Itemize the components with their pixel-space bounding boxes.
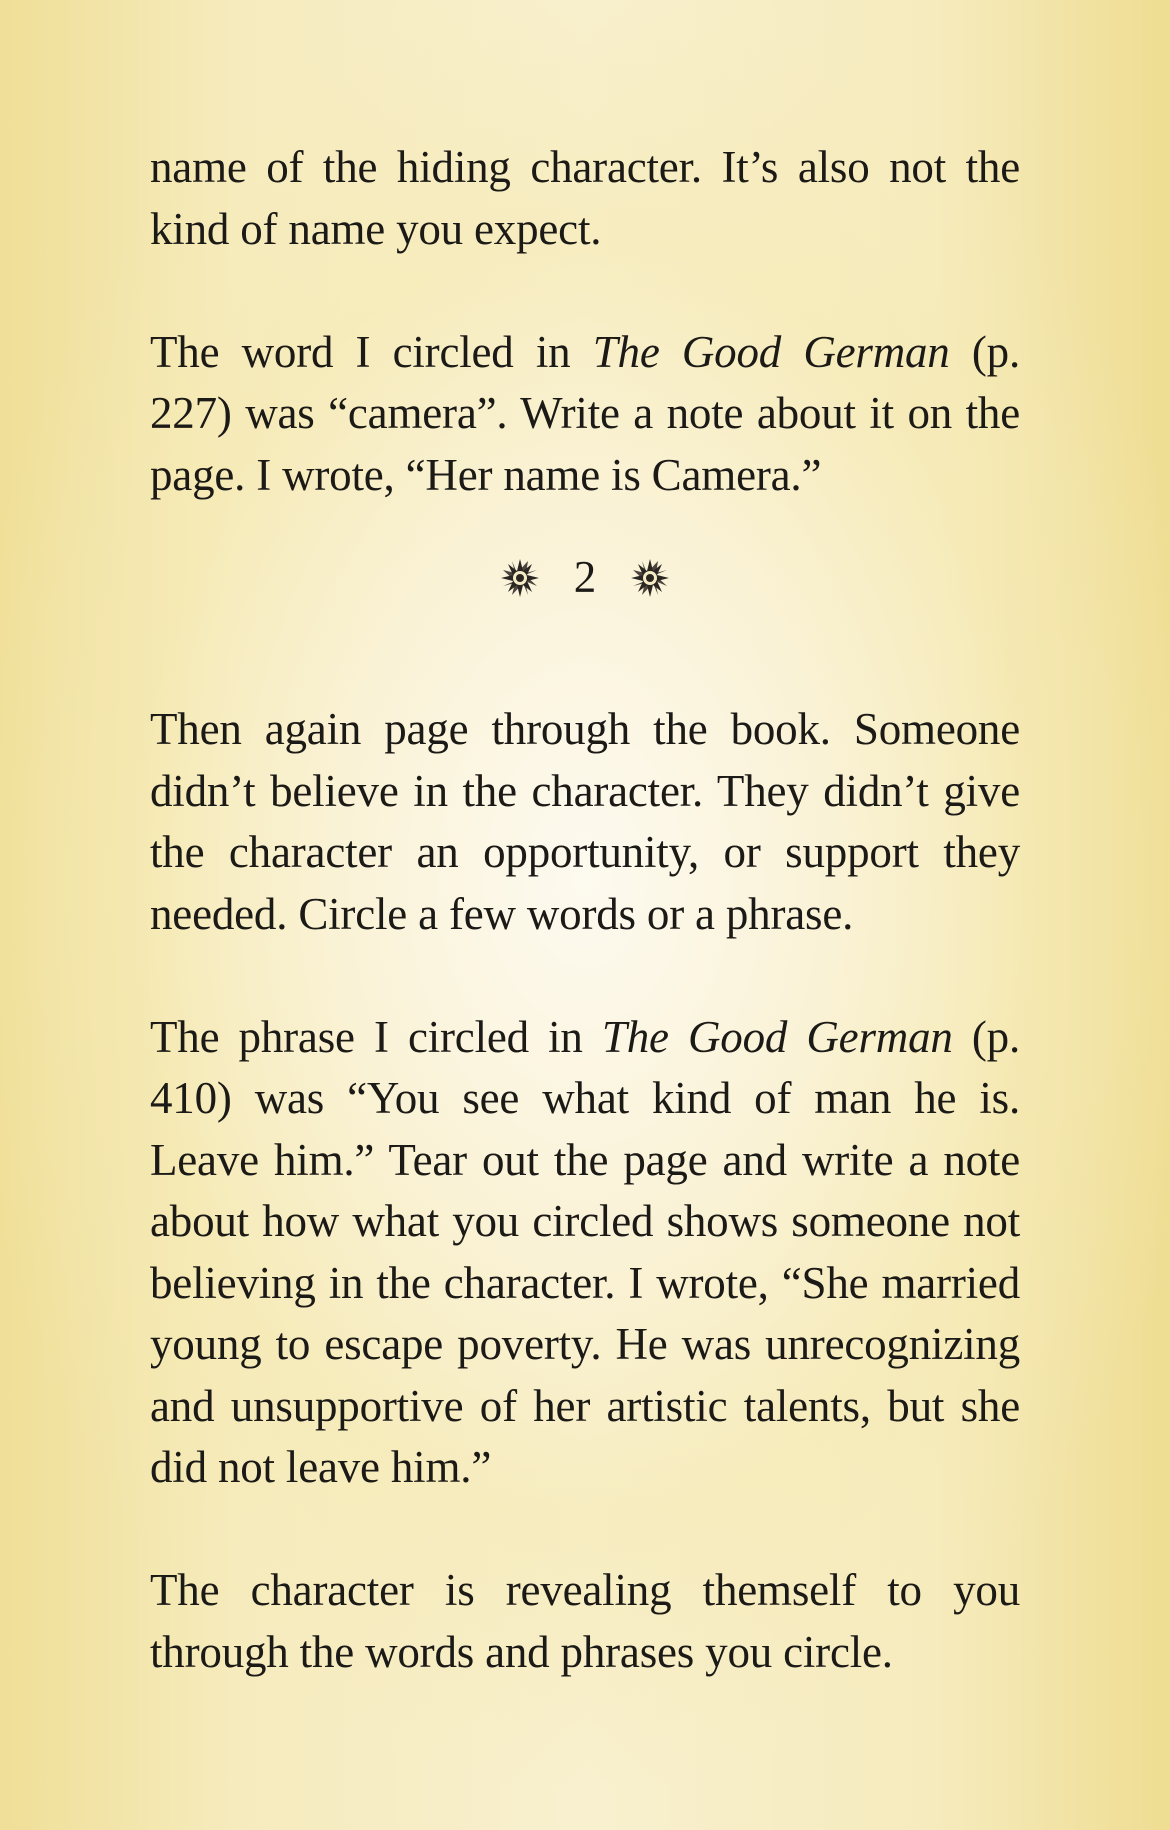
paragraph-text: name of the hiding character. It’s also not the kind of name you expect. [150,142,1020,254]
section-divider [150,516,1020,639]
page-body [150,137,1020,1683]
paragraph-phrase-circled [150,1007,1020,1499]
paragraph-text: Then again page through the book. Someone didn’t believe in the character. They didn’t give the character an opportunity, or support they needed. Circle a few words or a phrase. [150,704,1020,939]
paragraph-camera-word [150,322,1020,507]
paragraph-page-through-book [150,699,1020,945]
paragraph-text-before: The word I circled in [150,326,593,377]
book-title: The Good German [601,1011,953,1062]
paragraph-text-before: The phrase I circled in [150,1011,602,1062]
book-title: The Good German [592,326,950,377]
star-flower-icon [500,558,540,598]
section-number: 2 [573,552,597,602]
paragraph-character-revealing [150,1560,1020,1683]
paragraph-text-after: (p. 410) was “You see what kind of man he is. Leave him.” Tear out the page and write a note about how what you circled shows someone not believing in the character. I wrote, “She married young to escape poverty. He was unrecognizing and unsupportive of her artistic talents, but she did not leave him.” [150,1011,1020,1492]
paragraph-text-after: (p. 227) was “camera”. Write a note about it on the page. I wrote, “Her name is Camera.” [150,326,1020,500]
star-flower-icon [630,558,670,598]
paragraph-text: The character is revealing themself to you through the words and phrases you circle. [150,1565,1020,1677]
paragraph-hiding-character-name [150,137,1020,260]
